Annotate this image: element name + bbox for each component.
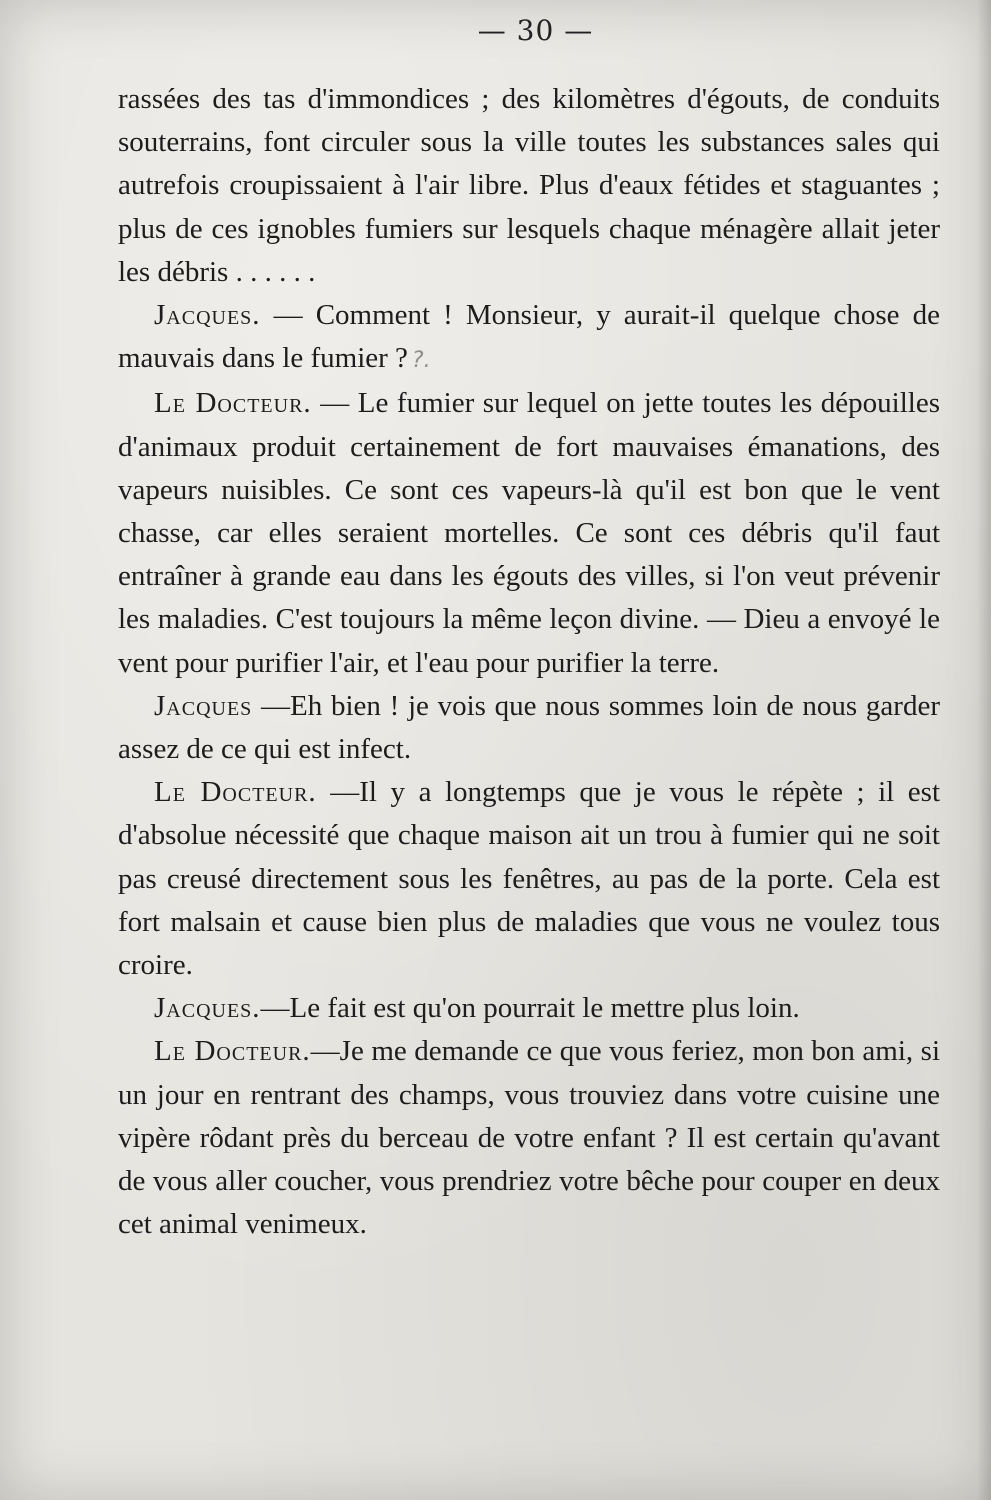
paragraph-text: rassées des tas d'immondices ; des kilomètres d'égouts, de conduits souterrains, font circuler sous la ville toutes les substances sales qui autrefois croupissaient à l'air libre. Plus d'eaux fétides et staguantes ; plus de ces ignobles fumiers sur lesquels chaque ménagère allait jeter les débris . . . . . . bbox=[118, 83, 940, 288]
speaker-name: Le Docteur. bbox=[154, 1035, 311, 1068]
speaker-name: Le Docteur. bbox=[154, 776, 317, 809]
dialogue-paragraph bbox=[118, 1030, 940, 1246]
speaker-name: Jacques. bbox=[154, 299, 261, 332]
paragraph-text: — Comment ! Monsieur, y aurait-il quelque chose de mauvais dans le fumier ? bbox=[118, 299, 940, 375]
paragraph-text: —Je me demande ce que vous feriez, mon bon ami, si un jour en rentrant des champs, vous trouviez dans votre cuisine une vipère rôdant près du berceau de votre enfant ? Il est certain qu'avant de vous aller coucher, vous prendriez votre bêche pour couper en deux cet animal venimeux. bbox=[118, 1035, 940, 1241]
speaker-name: Le Docteur. bbox=[154, 387, 312, 420]
pencil-annotation: ?. bbox=[411, 348, 431, 374]
page-edge-shadow bbox=[977, 0, 991, 1500]
page-number: — 30 — bbox=[477, 14, 594, 47]
paragraph-continuation bbox=[118, 78, 940, 294]
dialogue-paragraph bbox=[118, 685, 940, 771]
paragraph-text: — Le fumier sur lequel on jette toutes les dépouilles d'animaux produit certainement de fort mauvaises émanations, des vapeurs nuisibles. Ce sont ces vapeurs-là qu'il est bon que le vent chasse, car elles seraient mortelles. Ce sont ces débris qu'il faut entraîner à grande eau dans les égouts des villes, si l'on veut prévenir les maladies. C'est toujours la même leçon divine. — Dieu a envoyé le vent pour purifier l'air, et l'eau pour purifier la terre. bbox=[118, 387, 941, 679]
dialogue-paragraph bbox=[118, 382, 940, 684]
dialogue-paragraph bbox=[118, 294, 940, 382]
paragraph-text: —Il y a longtemps que je vous le répète ; il est d'absolue nécessité que chaque maison ait un trou à fumier qui ne soit pas creusé directement sous les fenêtres, au pas de la porte. Cela est fort malsain et cause bien plus de maladies que vous ne voulez tous croire. bbox=[118, 776, 940, 982]
paragraph-text: —Eh bien ! je vois que nous sommes loin de nous garder assez de ce qui est infect. bbox=[118, 689, 940, 766]
body-text bbox=[118, 78, 940, 1246]
dialogue-paragraph bbox=[118, 987, 940, 1030]
speaker-name: Jacques bbox=[154, 689, 253, 722]
dialogue-paragraph bbox=[118, 771, 940, 987]
speaker-name: Jacques. bbox=[154, 992, 261, 1025]
paragraph-text: —Le fait est qu'on pourrait le mettre plus loin. bbox=[260, 992, 800, 1025]
